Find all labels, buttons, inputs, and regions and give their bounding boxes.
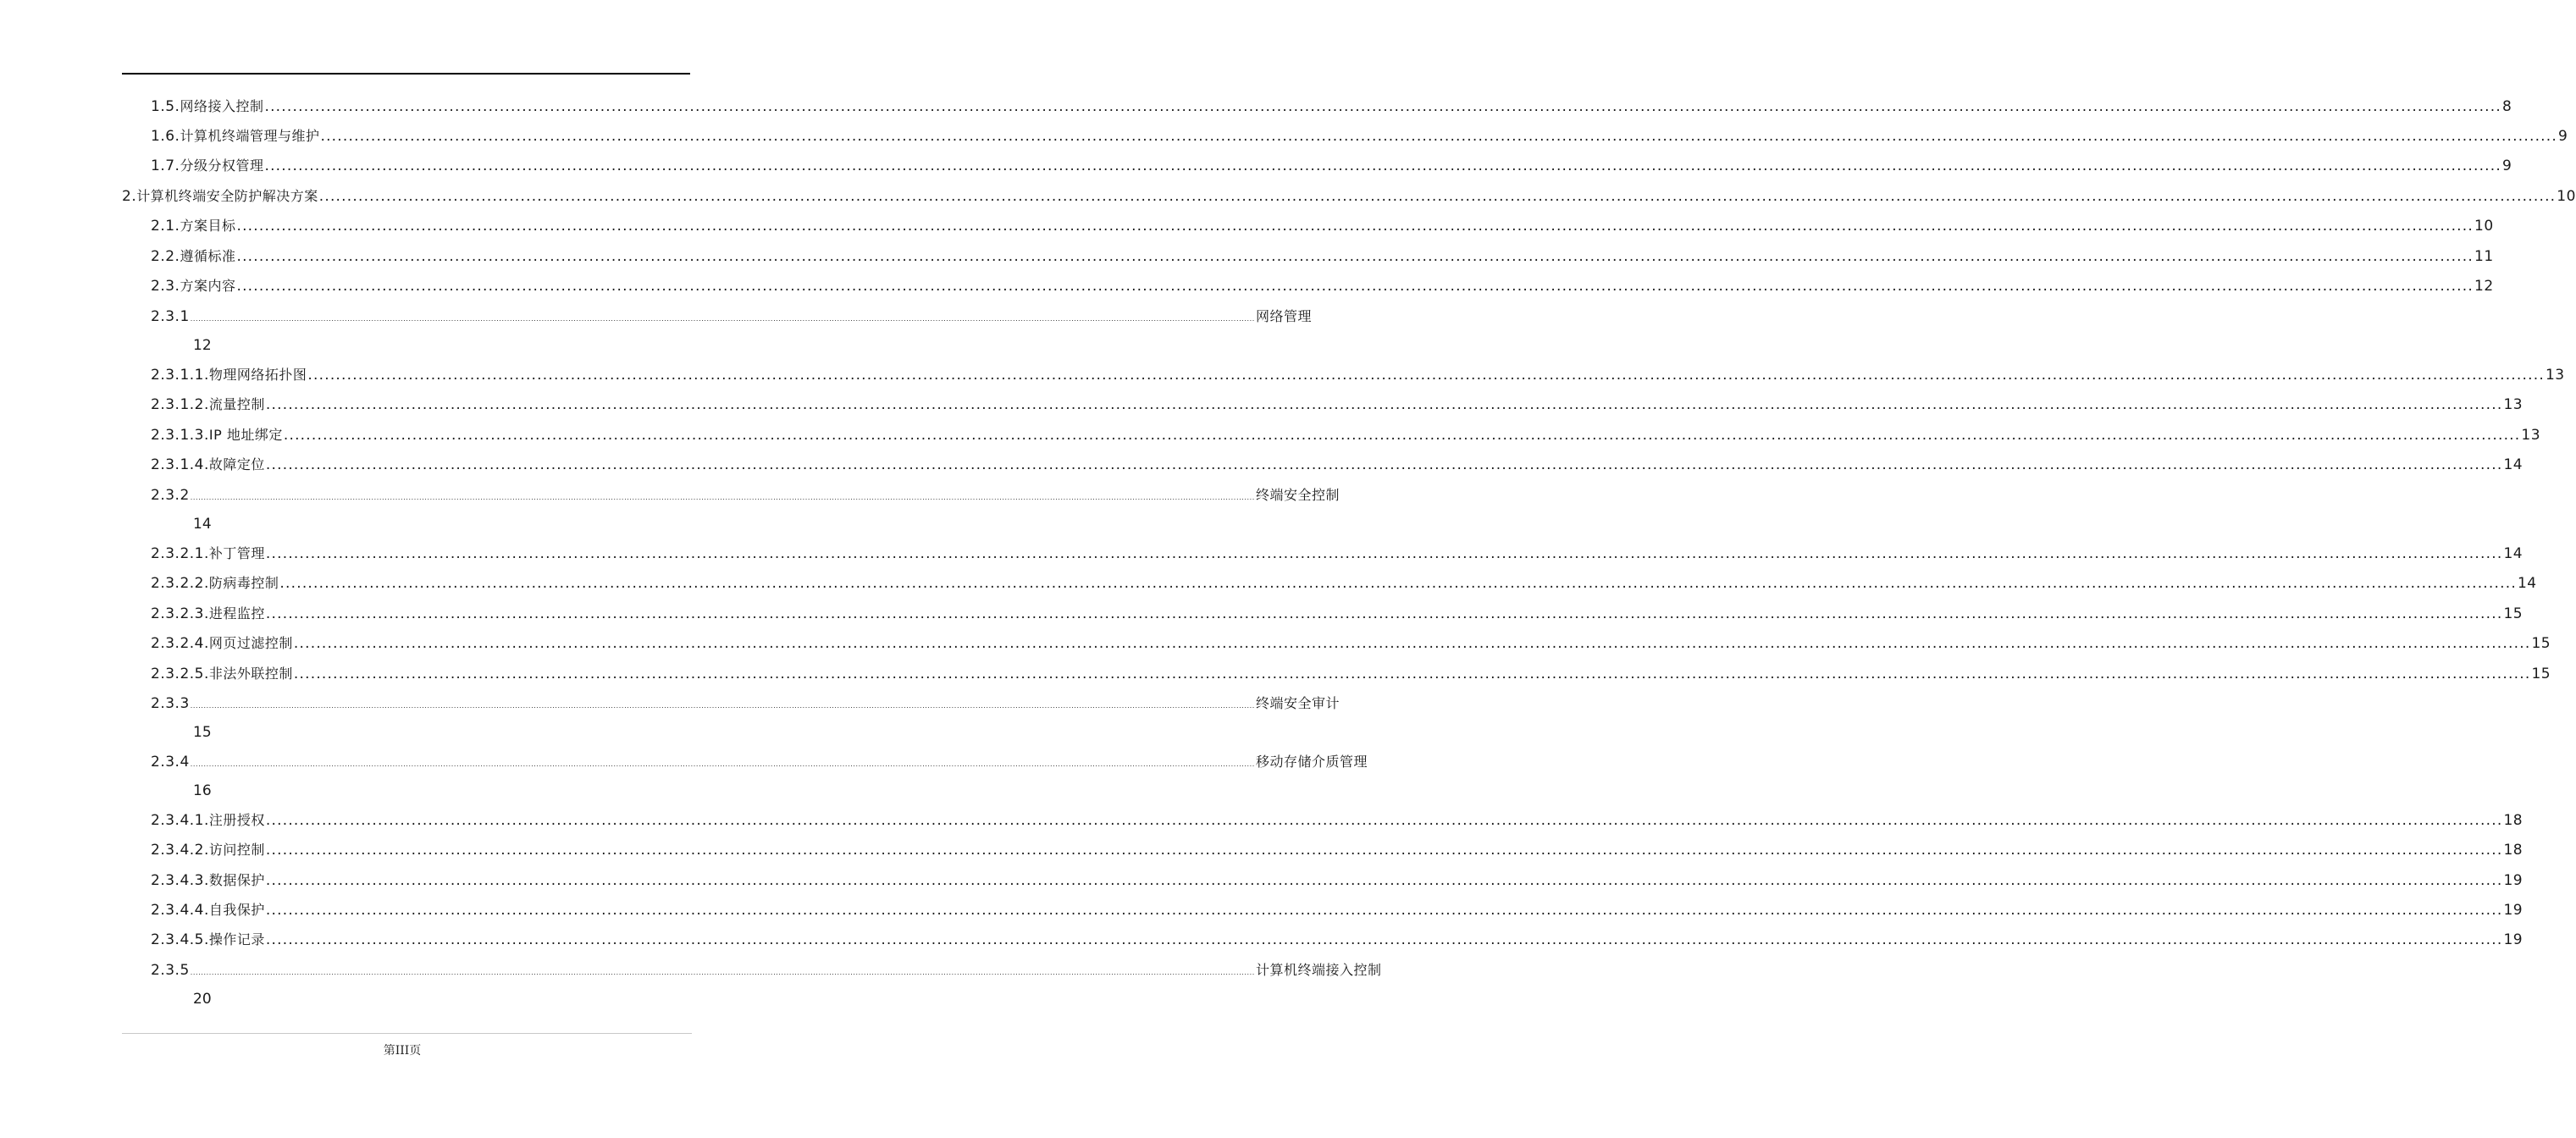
toc-title: 移动存储介质管理 (1255, 754, 1368, 770)
toc-entry-2-1[interactable] (151, 212, 2494, 240)
toc-number: 1.5. (151, 98, 180, 115)
toc-page: 16 (193, 782, 212, 799)
toc-page: 11 (2474, 248, 2494, 265)
header-rule (122, 73, 690, 75)
toc-title: 流量控制 (208, 396, 265, 412)
toc-leader: ................................................................................................................................................................................................................................................................................................................................................................................................................ (190, 760, 1255, 768)
toc-page: 10 (2557, 188, 2576, 205)
toc-title: 访问控制 (208, 842, 265, 858)
toc-number: 2.3.1.2. (151, 396, 209, 413)
toc-leader: ................................................................................................................................................................................................................................................................................................................................................................................................................ (264, 98, 2501, 115)
toc-number: 2.3.4.2. (151, 842, 209, 859)
toc-page: 15 (2531, 635, 2551, 652)
toc-number: 2.3.2 (151, 487, 190, 504)
toc-entry-1-7[interactable] (151, 152, 2512, 180)
toc-leader: ................................................................................................................................................................................................................................................................................................................................................................................................................ (307, 367, 2545, 384)
toc-leader: ................................................................................................................................................................................................................................................................................................................................................................................................................ (236, 278, 2474, 295)
toc-title: IP 地址绑定 (208, 427, 283, 443)
toc-entry-2-3-4-1[interactable] (151, 806, 2523, 835)
toc-page: 9 (2502, 157, 2512, 174)
toc-title: 进程监控 (208, 605, 265, 621)
toc-entry-2-3-1-1[interactable] (151, 361, 2565, 389)
toc-leader: ................................................................................................................................................................................................................................................................................................................................................................................................................ (265, 545, 2503, 562)
toc-number: 2.3.4 (151, 754, 190, 771)
toc-title: 自我保护 (208, 902, 265, 918)
toc-entry-2[interactable] (122, 182, 2576, 211)
toc-leader: ................................................................................................................................................................................................................................................................................................................................................................................................................ (265, 605, 2503, 622)
toc-leader: ................................................................................................................................................................................................................................................................................................................................................................................................................ (265, 456, 2503, 473)
toc-page: 14 (193, 516, 212, 533)
toc-leader: ................................................................................................................................................................................................................................................................................................................................................................................................................ (265, 872, 2503, 889)
toc-number: 2.3.4.5. (151, 931, 209, 948)
toc-number: 2.3.2.3. (151, 605, 209, 622)
toc-title: 计算机终端安全防护解决方案 (136, 188, 318, 204)
toc-entry-2-3-5[interactable] (151, 956, 1382, 985)
toc-entry-2-3-3[interactable] (151, 689, 1340, 718)
toc-leader: ................................................................................................................................................................................................................................................................................................................................................................................................................ (265, 396, 2503, 413)
toc-entry-2-3-4-4[interactable] (151, 896, 2523, 925)
toc-leader: ................................................................................................................................................................................................................................................................................................................................................................................................................ (279, 575, 2517, 592)
toc-leader: ................................................................................................................................................................................................................................................................................................................................................................................................................ (236, 248, 2474, 265)
toc-leader: ................................................................................................................................................................................................................................................................................................................................................................................................................ (320, 128, 2557, 145)
toc-entry-2-3-2-5[interactable] (151, 660, 2551, 688)
toc-entry-1-6[interactable] (151, 122, 2568, 151)
toc-title: 防病毒控制 (208, 575, 279, 591)
toc-number: 2.3.1.1. (151, 367, 209, 384)
toc-page: 13 (2521, 427, 2541, 444)
toc-number: 2.3.2.1. (151, 545, 209, 562)
toc-title: 计算机终端管理与维护 (180, 128, 320, 144)
toc-entry-2-3-2-2[interactable] (151, 569, 2537, 598)
toc-leader: ................................................................................................................................................................................................................................................................................................................................................................................................................ (265, 842, 2503, 859)
toc-entry-2-3-4-5[interactable] (151, 925, 2523, 954)
toc-number: 1.7. (151, 157, 180, 174)
toc-title: 补丁管理 (208, 545, 265, 561)
toc-entry-2-3-4-2[interactable] (151, 836, 2523, 865)
toc-page: 18 (2503, 812, 2523, 829)
toc-page: 13 (2503, 396, 2523, 413)
toc-number: 2.3.2.4. (151, 635, 209, 652)
toc-entry-2-3-4[interactable] (151, 748, 1368, 776)
toc-leader: ................................................................................................................................................................................................................................................................................................................................................................................................................ (293, 666, 2531, 682)
toc-title: 操作记录 (208, 931, 265, 947)
toc-page: 13 (2545, 367, 2565, 384)
toc-leader: ................................................................................................................................................................................................................................................................................................................................................................................................................ (265, 812, 2503, 829)
toc-title: 物理网络拓扑图 (208, 367, 307, 383)
toc-page: 14 (2503, 456, 2523, 473)
toc-page: 15 (193, 724, 212, 741)
toc-number: 2.3.4.1. (151, 812, 209, 829)
toc-entry-2-3-2[interactable] (151, 481, 1340, 510)
toc-page: 14 (2503, 545, 2523, 562)
toc-entry-2-3-4-3[interactable] (151, 866, 2523, 895)
toc-leader: ................................................................................................................................................................................................................................................................................................................................................................................................................ (265, 902, 2503, 919)
toc-entry-1-5[interactable] (151, 92, 2512, 121)
toc-page: 14 (2517, 575, 2537, 592)
toc-title: 终端安全控制 (1255, 487, 1340, 503)
toc-leader: ................................................................................................................................................................................................................................................................................................................................................................................................................ (283, 427, 2521, 444)
toc-page: 12 (2474, 278, 2494, 295)
toc-title: 数据保护 (208, 872, 265, 888)
toc-leader: ................................................................................................................................................................................................................................................................................................................................................................................................................ (190, 494, 1255, 501)
toc-number: 2.3. (151, 278, 180, 295)
toc-number: 2.3.1.3. (151, 427, 209, 444)
toc-title: 分级分权管理 (180, 157, 264, 174)
toc-number: 2. (122, 188, 137, 205)
toc-title: 网络接入控制 (180, 98, 264, 114)
toc-title: 网页过滤控制 (208, 635, 293, 651)
toc-leader: ................................................................................................................................................................................................................................................................................................................................................................................................................ (318, 188, 2557, 205)
toc-number: 2.3.4.4. (151, 902, 209, 919)
toc-page: 20 (193, 991, 212, 1008)
page-number: 第III页 (383, 1044, 422, 1058)
toc-number: 2.3.2.5. (151, 666, 209, 682)
toc-page: 8 (2502, 98, 2512, 115)
toc-page: 15 (2503, 605, 2523, 622)
toc-leader: ................................................................................................................................................................................................................................................................................................................................................................................................................ (190, 969, 1255, 976)
toc-number: 2.1. (151, 218, 180, 235)
toc-leader: ................................................................................................................................................................................................................................................................................................................................................................................................................ (265, 931, 2503, 948)
toc-title: 遵循标准 (180, 248, 236, 264)
toc-number: 2.3.4.3. (151, 872, 209, 889)
toc-number: 2.3.1 (151, 308, 190, 325)
toc-leader: ................................................................................................................................................................................................................................................................................................................................................................................................................ (236, 218, 2474, 235)
toc-page: 19 (2503, 872, 2523, 889)
toc-entry-2-3-2-4[interactable] (151, 629, 2551, 658)
toc-leader: ................................................................................................................................................................................................................................................................................................................................................................................................................ (190, 702, 1255, 710)
toc-page: 19 (2503, 902, 2523, 919)
toc-title: 注册授权 (208, 812, 265, 828)
toc-title: 方案目标 (180, 218, 236, 234)
toc-number: 2.2. (151, 248, 180, 265)
toc-title: 方案内容 (180, 278, 236, 294)
toc-page: 12 (193, 337, 212, 354)
toc-title: 计算机终端接入控制 (1255, 962, 1382, 978)
footer-rule (122, 1033, 692, 1034)
toc-entry-2-3-1-2[interactable] (151, 390, 2523, 419)
toc-page: 9 (2558, 128, 2568, 145)
toc-leader: ................................................................................................................................................................................................................................................................................................................................................................................................................ (293, 635, 2531, 652)
toc-page: 18 (2503, 842, 2523, 859)
toc-entry-2-3-1[interactable] (151, 302, 1312, 331)
toc-title: 故障定位 (208, 456, 265, 472)
toc-page: 10 (2474, 218, 2494, 235)
toc-entry-2-2[interactable] (151, 242, 2494, 271)
toc-page: 15 (2531, 666, 2551, 682)
toc-entry-2-3-2-1[interactable] (151, 539, 2523, 568)
toc-title: 终端安全审计 (1255, 695, 1340, 711)
toc-number: 1.6. (151, 128, 180, 145)
toc-title: 非法外联控制 (208, 666, 293, 682)
toc-entry-2-3-1-3[interactable] (151, 421, 2541, 450)
toc-leader: ................................................................................................................................................................................................................................................................................................................................................................................................................ (190, 315, 1255, 323)
toc-number: 2.3.3 (151, 695, 190, 712)
toc-page: 19 (2503, 931, 2523, 948)
toc-entry-2-3-1-4[interactable] (151, 450, 2523, 479)
toc-title: 网络管理 (1255, 308, 1312, 324)
toc-number: 2.3.2.2. (151, 575, 209, 592)
toc-leader: ................................................................................................................................................................................................................................................................................................................................................................................................................ (264, 157, 2501, 174)
toc-entry-2-3[interactable] (151, 272, 2494, 301)
toc-number: 2.3.1.4. (151, 456, 209, 473)
toc-entry-2-3-2-3[interactable] (151, 599, 2523, 628)
toc-number: 2.3.5 (151, 962, 190, 979)
